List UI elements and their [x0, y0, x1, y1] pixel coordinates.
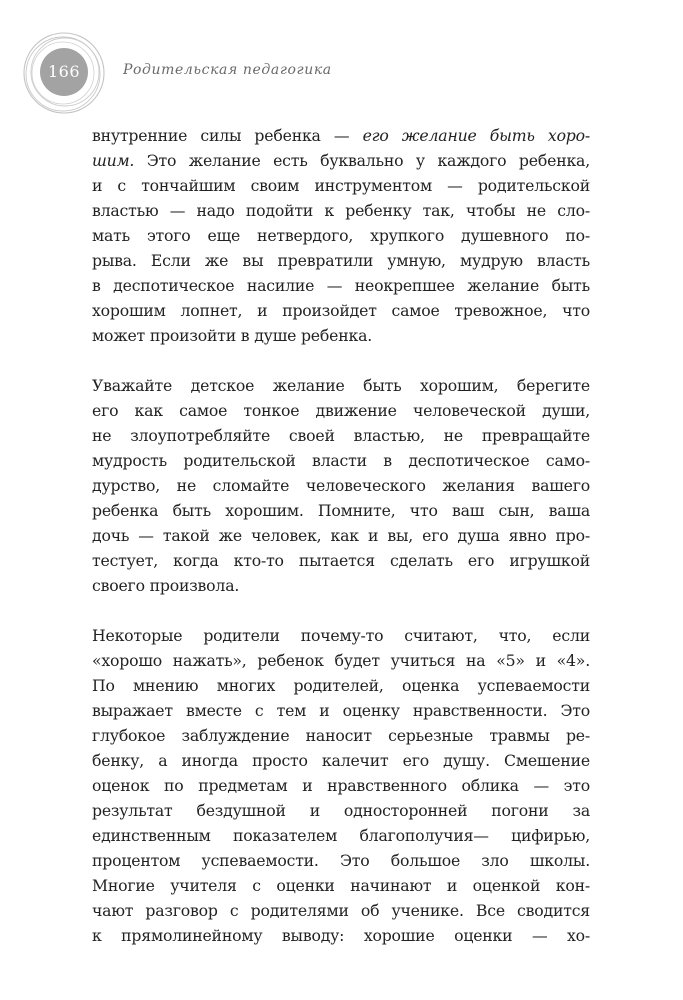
- text-line: шим. Это желание есть буквально у каждого ребенка,: [92, 151, 590, 170]
- text-line: Многие учителя с оценки начинают и оценкой кон-: [92, 876, 590, 895]
- text-line: властью — надо подойти к ребенку так, чтобы не сло-: [92, 201, 590, 220]
- text-line: к прямолинейному выводу: хорошие оценки — хо-: [92, 926, 590, 945]
- text-line: тестует, когда кто-то пытается сделать его игрушкой: [92, 551, 590, 570]
- emphasis: его желание быть хоро-: [362, 126, 590, 145]
- text-line: бенку, а иногда просто калечит его душу. Смешение: [92, 751, 590, 770]
- text-line: не злоупотребляйте своей властью, не превращайте: [92, 426, 590, 445]
- text-line: дочь — такой же человек, как и вы, его душа явно про-: [92, 526, 590, 545]
- text-line: чают разговор с родителями об ученике. Все сводится: [92, 901, 590, 920]
- paragraph-3: [92, 623, 590, 948]
- text-line: ребенка быть хорошим. Помните, что ваш сын, ваша: [92, 501, 590, 520]
- text-line: его как самое тонкое движение человеческой души,: [92, 401, 590, 420]
- paragraph-2: [92, 373, 590, 598]
- text-line: выражает вместе с тем и оценку нравственности. Это: [92, 701, 590, 720]
- text-line: мать этого еще нетвердого, хрупкого душевного по-: [92, 226, 590, 245]
- body-text: [92, 123, 590, 948]
- page-header: [18, 28, 658, 118]
- text-line: Некоторые родители почему-то считают, что, если: [92, 626, 590, 645]
- text-line: глубокое заблуждение наносит серьезные травмы ре-: [92, 726, 590, 745]
- text-line: Уважайте детское желание быть хорошим, берегите: [92, 376, 590, 395]
- text-line: По мнению многих родителей, оценка успеваемости: [92, 676, 590, 695]
- text-line: оценок по предметам и нравственного облика — это: [92, 776, 590, 795]
- text-line: единственным показателем благополучия— цифирью,: [92, 826, 590, 845]
- emphasis: шим.: [92, 151, 135, 170]
- page-number-badge: [18, 28, 110, 120]
- running-header-title: Родительская педагогика: [123, 62, 332, 78]
- paragraph-1: [92, 123, 590, 348]
- text-line: результат бездушной и односторонней погони за: [92, 801, 590, 820]
- text-line: хорошим лопнет, и произойдет самое тревожное, что: [92, 301, 590, 320]
- text-line: внутренние силы ребенка — его желание быть хоро-: [92, 126, 590, 145]
- text-line: рыва. Если же вы превратили умную, мудрую власть: [92, 251, 590, 270]
- text-line: может произойти в душе ребенка.: [92, 326, 373, 345]
- text-line: дурство, не сломайте человеческого желания вашего: [92, 476, 590, 495]
- text-line: в деспотическое насилие — неокрепшее желание быть: [92, 276, 590, 295]
- text-line: своего произвола.: [92, 576, 240, 595]
- text-line: «хорошо нажать», ребенок будет учиться на «5» и «4».: [92, 651, 590, 670]
- text-line: и с тончайшим своим инструментом — родительской: [92, 176, 590, 195]
- text-line: мудрость родительской власти в деспотическое само-: [92, 451, 590, 470]
- page-number: 166: [47, 62, 81, 81]
- text-line: процентом успеваемости. Это большое зло школы.: [92, 851, 590, 870]
